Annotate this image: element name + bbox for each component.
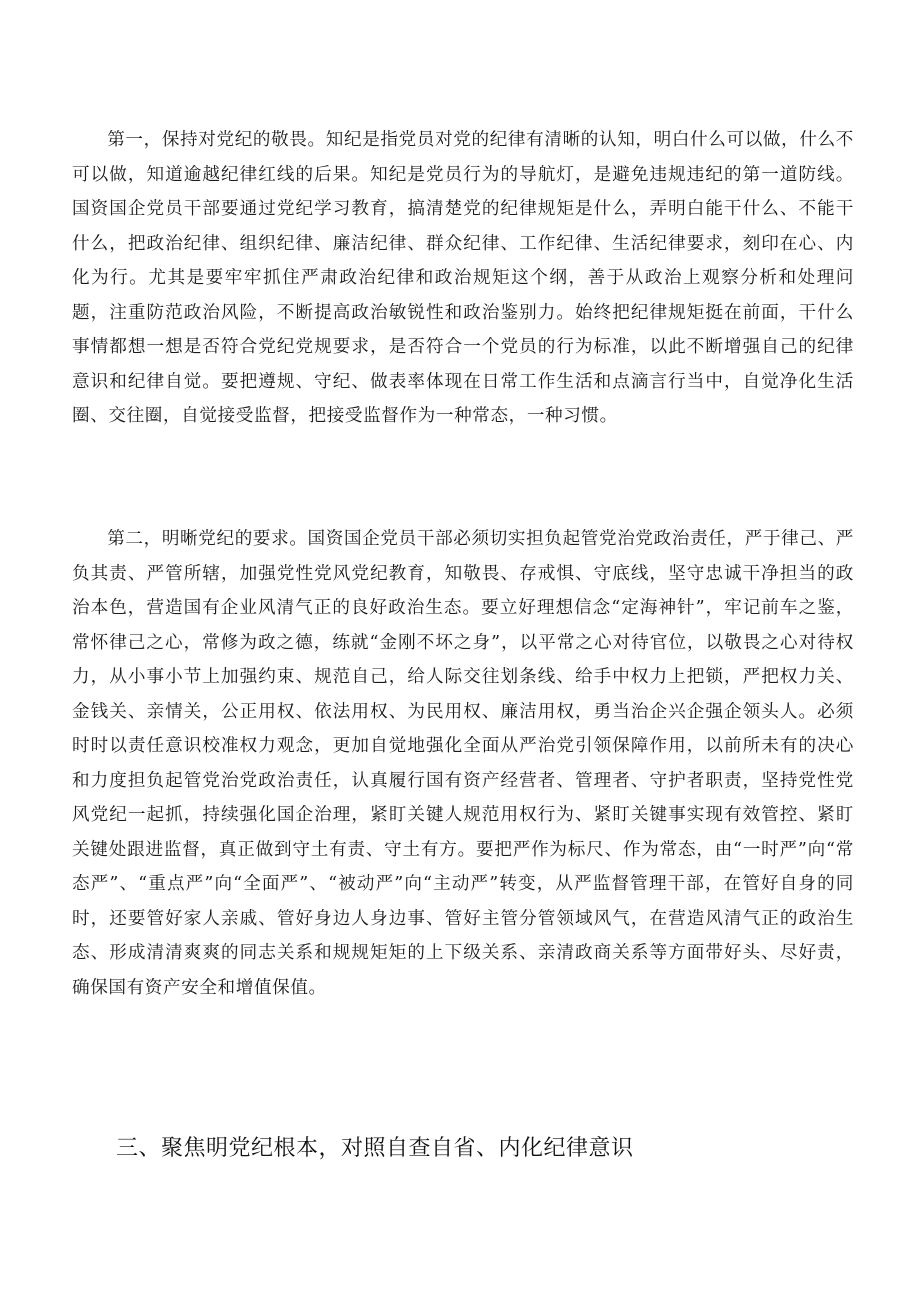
section-heading: 三、聚焦明党纪根本，对照自查自省、内化纪律意识	[116, 1136, 634, 1161]
body-paragraph-1: 第一，保持对党纪的敬畏。知纪是指党员对党的纪律有清晰的认知，明白什么可以做，什么不可以做，知道逾越纪律红线的后果。知纪是党员行为的导航灯，是避免违规违纪的第一道防线。国资国企党员干部要通过党纪学习教育，搞清楚党的纪律规矩是什么，弄明白能干什么、不能干什么，把政治纪律、组织纪律、廉洁纪律、群众纪律、工作纪律、生活纪律要求，刻印在心、内化为行。尤其是要牢牢抓住严肃政治纪律和政治规矩这个纲，善于从政治上观察分析和处理问题，注重防范政治风险，不断提高政治敏锐性和政治鉴别力。始终把纪律规矩挺在前面，干什么事情都想一想是否符合党纪党规要求，是否符合一个党员的行为标准，以此不断增强自己的纪律意识和纪律自觉。要把遵规、守纪、做表率体现在日常工作生活和点滴言行当中，自觉净化生活圈、交往圈，自觉接受监督，把接受监督作为一种常态，一种习惯。	[72, 130, 854, 426]
body-paragraph-2: 第二，明晰党纪的要求。国资国企党员干部必须切实担负起管党治党政治责任，严于律己、严负其责、严管所辖，加强党性党风党纪教育，知敬畏、存戒惧、守底线，坚守忠诚干净担当的政治本色，营造国有企业风清气正的良好政治生态。要立好理想信念“定海神针”，牢记前车之鉴，常怀律己之心，常修为政之德，练就“金刚不坏之身”，以平常之心对待官位，以敬畏之心对待权力，从小事小节上加强约束、规范自己，给人际交往划条线、给手中权力上把锁，严把权力关、金钱关、亲情关，公正用权、依法用权、为民用权、廉洁用权，勇当治企兴企强企领头人。必须时时以责任意识校准权力观念，更加自觉地强化全面从严治党引领保障作用，以前所未有的决心和力度担负起管党治党政治责任，认真履行国有资产经营者、管理者、守护者职责，坚持党性党风党纪一起抓，持续强化国企治理，紧盯关键人规范用权行为、紧盯关键事实现有效管控、紧盯关键处跟进监督，真正做到守土有责、守土有方。要把严作为标尺、作为常态，由“一时严”向“常态严”、“重点严”向“全面严”、“被动严”向“主动严”转变，从严监督管理干部，在管好自身的同时，还要管好家人亲戚、管好身边人身边事、管好主管分管领域风气，在营造风清气正的政治生态、形成清清爽爽的同志关系和规规矩矩的上下级关系、亲清政商关系等方面带好头、尽好责，确保国有资产安全和增值保值。	[72, 529, 854, 998]
